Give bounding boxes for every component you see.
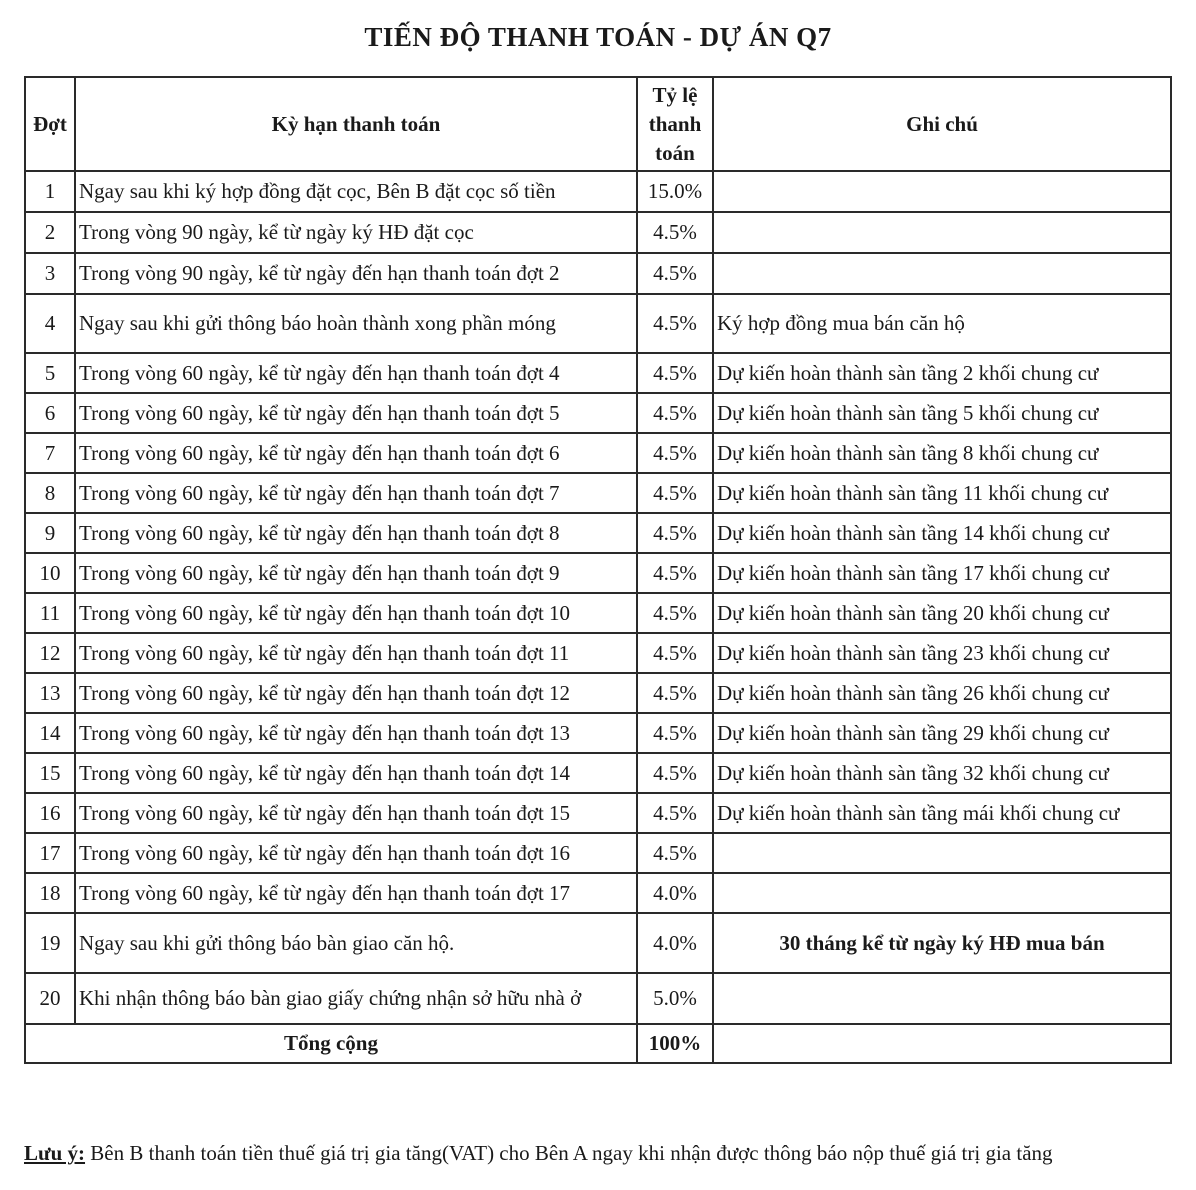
rate-cell: 4.5% — [637, 833, 713, 873]
rate-cell: 4.5% — [637, 753, 713, 793]
rate-cell: 4.5% — [637, 793, 713, 833]
note-cell — [713, 833, 1171, 873]
term-cell: Trong vòng 60 ngày, kể từ ngày đến hạn thanh toán đợt 5 — [75, 393, 637, 433]
note-cell: Ký hợp đồng mua bán căn hộ — [713, 294, 1171, 353]
rate-cell: 4.5% — [637, 433, 713, 473]
stage-cell: 1 — [25, 171, 75, 212]
table-header-row — [25, 77, 1171, 171]
term-cell: Trong vòng 60 ngày, kể từ ngày đến hạn thanh toán đợt 4 — [75, 353, 637, 393]
total-note — [713, 1024, 1171, 1063]
table-row — [25, 353, 1171, 393]
rate-cell: 15.0% — [637, 171, 713, 212]
footnote-label: Lưu ý: — [24, 1141, 86, 1165]
stage-cell: 12 — [25, 633, 75, 673]
stage-cell: 4 — [25, 294, 75, 353]
rate-cell: 4.5% — [637, 553, 713, 593]
table-row — [25, 753, 1171, 793]
term-cell: Trong vòng 60 ngày, kể từ ngày đến hạn thanh toán đợt 16 — [75, 833, 637, 873]
note-cell: 30 tháng kể từ ngày ký HĐ mua bán — [713, 913, 1171, 973]
table-row — [25, 473, 1171, 513]
page-title: TIẾN ĐỘ THANH TOÁN - DỰ ÁN Q7 — [364, 22, 832, 52]
footnote-text: Bên B thanh toán tiền thuế giá trị gia tăng(VAT) cho Bên A ngay khi nhận được thông báo nộp thuế giá trị gia tăng — [85, 1141, 1053, 1165]
footnote — [24, 1141, 1053, 1166]
note-cell — [713, 171, 1171, 212]
table-row — [25, 171, 1171, 212]
note-cell: Dự kiến hoàn thành sàn tầng 11 khối chung cư — [713, 473, 1171, 513]
term-cell: Trong vòng 60 ngày, kể từ ngày đến hạn thanh toán đợt 12 — [75, 673, 637, 713]
header-rate-line-2: thanh — [648, 111, 702, 136]
payment-schedule-table — [24, 76, 1172, 1064]
total-row — [25, 1024, 1171, 1063]
note-cell — [713, 212, 1171, 253]
header-rate-line-1: Tỷ lệ — [652, 82, 698, 107]
header-rate — [637, 77, 713, 171]
table-row — [25, 593, 1171, 633]
stage-cell: 6 — [25, 393, 75, 433]
stage-cell: 7 — [25, 433, 75, 473]
term-cell: Trong vòng 60 ngày, kể từ ngày đến hạn thanh toán đợt 11 — [75, 633, 637, 673]
note-cell — [713, 253, 1171, 294]
note-cell: Dự kiến hoàn thành sàn tầng 29 khối chung cư — [713, 713, 1171, 753]
stage-cell: 19 — [25, 913, 75, 973]
table-row — [25, 673, 1171, 713]
note-cell: Dự kiến hoàn thành sàn tầng 32 khối chung cư — [713, 753, 1171, 793]
note-cell: Dự kiến hoàn thành sàn tầng 5 khối chung cư — [713, 393, 1171, 433]
rate-cell: 4.5% — [637, 593, 713, 633]
total-rate: 100% — [637, 1024, 713, 1063]
term-cell: Trong vòng 60 ngày, kể từ ngày đến hạn thanh toán đợt 13 — [75, 713, 637, 753]
term-cell: Trong vòng 60 ngày, kể từ ngày đến hạn thanh toán đợt 9 — [75, 553, 637, 593]
total-label: Tổng cộng — [25, 1024, 637, 1063]
rate-cell: 4.5% — [637, 253, 713, 294]
rate-cell: 4.5% — [637, 713, 713, 753]
stage-cell: 20 — [25, 973, 75, 1024]
note-cell — [713, 973, 1171, 1024]
rate-cell: 4.5% — [637, 353, 713, 393]
rate-cell: 4.5% — [637, 633, 713, 673]
table-row — [25, 793, 1171, 833]
stage-cell: 11 — [25, 593, 75, 633]
note-cell: Dự kiến hoàn thành sàn tầng mái khối chung cư — [713, 793, 1171, 833]
note-cell: Dự kiến hoàn thành sàn tầng 2 khối chung cư — [713, 353, 1171, 393]
term-cell: Ngay sau khi gửi thông báo hoàn thành xong phần móng — [75, 294, 637, 353]
stage-cell: 5 — [25, 353, 75, 393]
table-row — [25, 973, 1171, 1024]
rate-cell: 4.5% — [637, 294, 713, 353]
term-cell: Trong vòng 60 ngày, kể từ ngày đến hạn thanh toán đợt 15 — [75, 793, 637, 833]
term-cell: Khi nhận thông báo bàn giao giấy chứng nhận sở hữu nhà ở — [75, 973, 637, 1024]
stage-cell: 3 — [25, 253, 75, 294]
term-cell: Trong vòng 60 ngày, kể từ ngày đến hạn thanh toán đợt 10 — [75, 593, 637, 633]
header-rate-line-3: toán — [655, 140, 695, 165]
stage-cell: 8 — [25, 473, 75, 513]
header-term: Kỳ hạn thanh toán — [75, 77, 637, 171]
note-cell: Dự kiến hoàn thành sàn tầng 26 khối chung cư — [713, 673, 1171, 713]
rate-cell: 4.5% — [637, 212, 713, 253]
table-row — [25, 294, 1171, 353]
header-note: Ghi chú — [713, 77, 1171, 171]
stage-cell: 18 — [25, 873, 75, 913]
rate-cell: 4.0% — [637, 913, 713, 973]
note-cell: Dự kiến hoàn thành sàn tầng 23 khối chung cư — [713, 633, 1171, 673]
rate-cell: 4.0% — [637, 873, 713, 913]
rate-cell: 4.5% — [637, 473, 713, 513]
table-row — [25, 553, 1171, 593]
table-row — [25, 513, 1171, 553]
rate-cell: 4.5% — [637, 673, 713, 713]
note-cell: Dự kiến hoàn thành sàn tầng 20 khối chung cư — [713, 593, 1171, 633]
table-row — [25, 833, 1171, 873]
table-row — [25, 212, 1171, 253]
term-cell: Trong vòng 90 ngày, kể từ ngày đến hạn thanh toán đợt 2 — [75, 253, 637, 294]
stage-cell: 14 — [25, 713, 75, 753]
note-cell: Dự kiến hoàn thành sàn tầng 8 khối chung cư — [713, 433, 1171, 473]
term-cell: Ngay sau khi ký hợp đồng đặt cọc, Bên B đặt cọc số tiền — [75, 171, 637, 212]
stage-cell: 2 — [25, 212, 75, 253]
stage-cell: 9 — [25, 513, 75, 553]
note-cell — [713, 873, 1171, 913]
table-row — [25, 873, 1171, 913]
stage-cell: 13 — [25, 673, 75, 713]
term-cell: Ngay sau khi gửi thông báo bàn giao căn hộ. — [75, 913, 637, 973]
table-row — [25, 913, 1171, 973]
stage-cell: 15 — [25, 753, 75, 793]
stage-cell: 16 — [25, 793, 75, 833]
term-cell: Trong vòng 60 ngày, kể từ ngày đến hạn thanh toán đợt 7 — [75, 473, 637, 513]
term-cell: Trong vòng 60 ngày, kể từ ngày đến hạn thanh toán đợt 17 — [75, 873, 637, 913]
note-cell: Dự kiến hoàn thành sàn tầng 14 khối chung cư — [713, 513, 1171, 553]
table-row — [25, 633, 1171, 673]
term-cell: Trong vòng 60 ngày, kể từ ngày đến hạn thanh toán đợt 8 — [75, 513, 637, 553]
table-row — [25, 253, 1171, 294]
note-cell: Dự kiến hoàn thành sàn tầng 17 khối chung cư — [713, 553, 1171, 593]
stage-cell: 17 — [25, 833, 75, 873]
table-row — [25, 713, 1171, 753]
table-row — [25, 433, 1171, 473]
rate-cell: 4.5% — [637, 513, 713, 553]
term-cell: Trong vòng 60 ngày, kể từ ngày đến hạn thanh toán đợt 14 — [75, 753, 637, 793]
rate-cell: 5.0% — [637, 973, 713, 1024]
header-stage: Đợt — [25, 77, 75, 171]
term-cell: Trong vòng 60 ngày, kể từ ngày đến hạn thanh toán đợt 6 — [75, 433, 637, 473]
table-row — [25, 393, 1171, 433]
term-cell: Trong vòng 90 ngày, kể từ ngày ký HĐ đặt cọc — [75, 212, 637, 253]
stage-cell: 10 — [25, 553, 75, 593]
rate-cell: 4.5% — [637, 393, 713, 433]
